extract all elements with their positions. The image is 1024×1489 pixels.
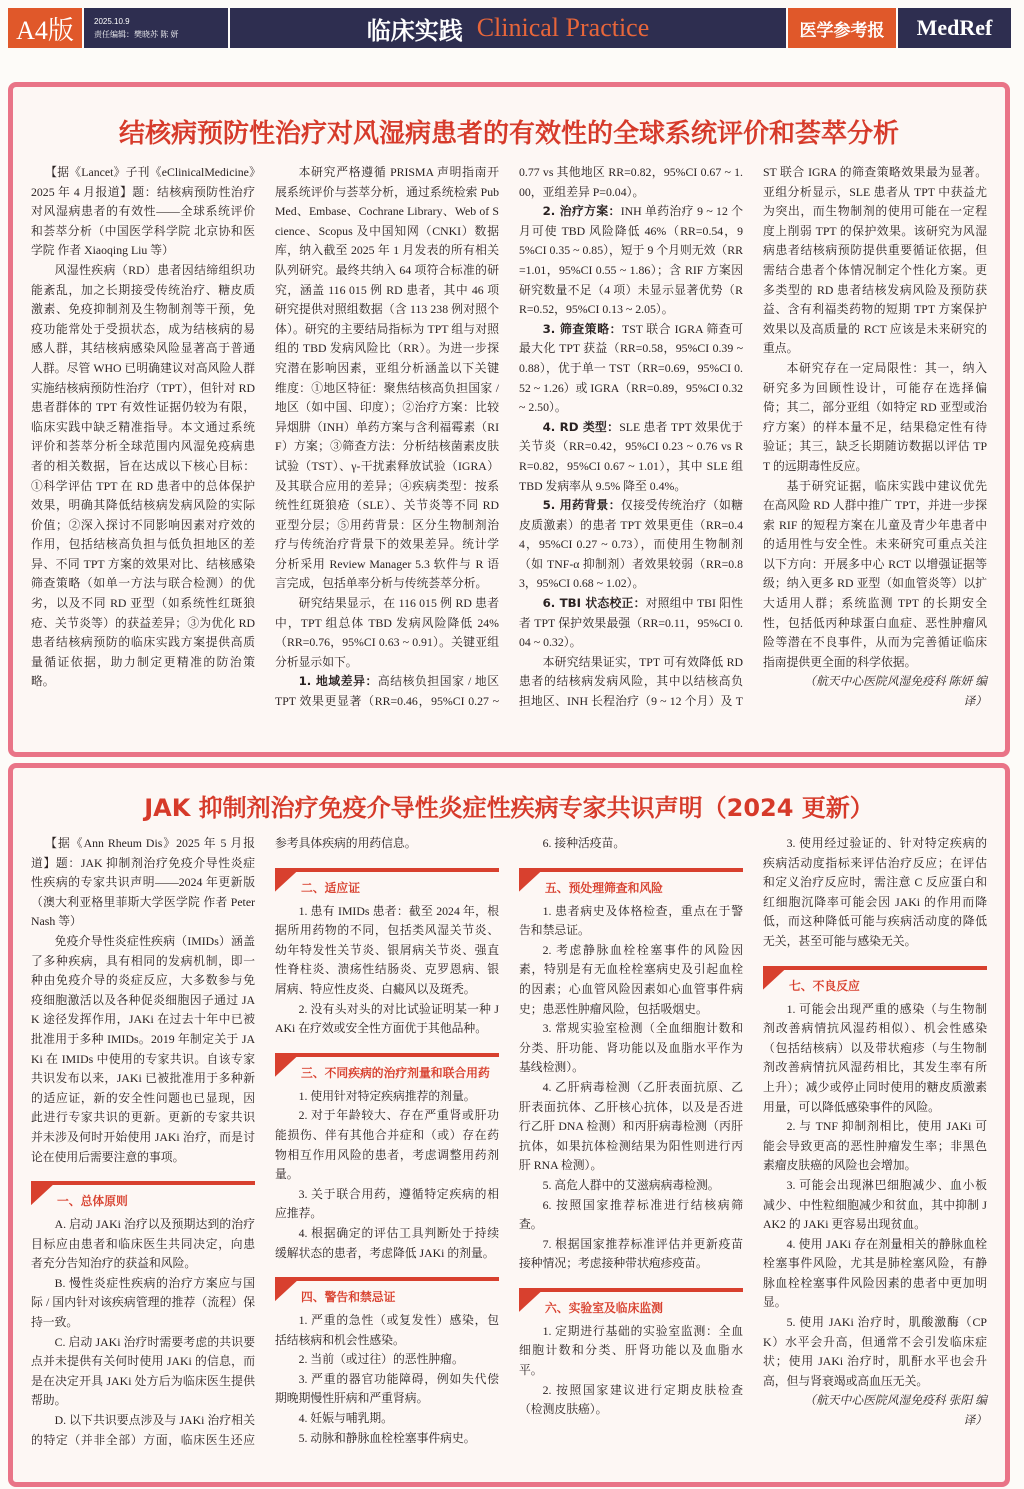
paragraph-text: 【据《Lancet》子刊《eClinicalMedicine》2025 年 4 月报道】题：结核病预防性治疗对风湿病患者的有效性——全球系统评价和荟萃分析（中国医学科学院 北京协和医学院 作者 Xiaoqing Liu 等） (31, 165, 255, 258)
section-item: 3. 严重的器官功能障碍，例如失代偿期晚期慢性肝病和严重肾病。 (275, 1371, 499, 1406)
section-heading (519, 868, 743, 902)
section-title (230, 8, 786, 48)
section-heading (275, 1053, 499, 1087)
paragraph-text: 仅接受传统治疗（如糖皮质激素）的患者 TPT 效果更佳（RR=0.44，95%CI 0.27 ~ 0.73），而使用生物制剂（如 TNF-α 抑制剂）者效果较弱（RR=0.83，95%CI 0.68 ~ 1.02）。 (519, 498, 743, 591)
page-content (8, 82, 1010, 1487)
section-wedge-icon (275, 1277, 301, 1301)
paragraph (519, 418, 743, 496)
section-item: 4. 使用 JAKi 存在剂量相关的静脉血栓栓塞事件风险，尤其是肺栓塞风险，有静脉血栓栓塞事件风险因素的患者中更加明显。 (763, 1236, 987, 1310)
section-item: 2. 没有头对头的对比试验证明某一种 JAKi 在疗效或安全性方面优于其他品种。 (275, 1001, 499, 1036)
section-item: 1. 患有 IMIDs 患者：截至 2024 年，根据所用药物的不同，包括类风湿关节炎、幼年特发性关节炎、银屑病关节炎、强直性脊柱炎、溃疡性结肠炎、克罗恩病、银屑病、特应性皮炎、白癜风以及斑秃。 (275, 903, 499, 996)
issue-date: 2025.10.9 (94, 17, 130, 26)
paragraph-text: SLE 患者 TPT 效果优于关节炎（RR=0.42，95%CI 0.23 ~ 0.76 vs RR=0.82，95%CI 0.67 ~ 1.01），其中 SLE 组 TBD 发病率从 9.5% 降至 0.4%。 (519, 419, 743, 493)
section-item: 3. 可能会出现淋巴细胞减少、血小板减少、中性粒细胞减少和贫血，其中抑制 JAK2 的 JAKi 更容易出现贫血。 (763, 1177, 987, 1232)
section-item: A. 启动 JAKi 治疗以及预期达到的治疗目标应由患者和临床医生共同决定，向患者充分告知治疗的获益和风险。 (31, 1217, 255, 1271)
section-rule (275, 1277, 499, 1281)
paragraph-lead: 1. 地域差异： (298, 674, 378, 689)
paragraph (31, 834, 255, 932)
section-rule (275, 868, 499, 872)
section-item: 1. 患者病史及体格检查，重点在于警告和禁忌证。 (519, 903, 743, 938)
brand-logo-en: MedRef (898, 8, 1011, 48)
section-item: 2. 按照国家建议进行定期皮肤检查（检测皮肤癌）。 (519, 1382, 743, 1417)
section-heading (519, 1288, 743, 1322)
paragraph (275, 594, 499, 672)
paragraph-text: 高结核负担国家 / 地区 TPT 效果更显著（RR=0.46，95%CI 0.27 ~ 0.77 vs 其他地区 RR=0.82，95%CI 0.67 ~ 1.00，亚组差异 P=0.04）。 (275, 165, 743, 709)
paragraph (763, 359, 987, 477)
article-title: 结核病预防性治疗对风湿病患者的有效性的全球系统评价和荟萃分析 (118, 119, 899, 149)
section-title-en: Clinical Practice (476, 13, 650, 42)
section-wedge-icon (763, 966, 789, 990)
paragraph (31, 163, 255, 261)
section-item: 6. 按照国家推荐标准进行结核病筛查。 (519, 1197, 743, 1232)
paragraph (763, 477, 987, 673)
translator-credit: （航天中心医院风湿免疫科 陈妍 编译） (804, 674, 987, 709)
section-wedge-icon (519, 868, 545, 892)
section-rule (31, 1181, 255, 1185)
section-heading (31, 1181, 255, 1215)
section-heading-text: 六、实验室及临床监测 (545, 1300, 663, 1315)
masthead (8, 8, 1011, 48)
article-body (31, 163, 987, 712)
section-rule (519, 868, 743, 872)
section-heading-text: 五、预处理筛查和风险 (545, 880, 663, 895)
paragraph-text: 研究结果显示，在 116 015 例 RD 患者中，TPT 组总体 TBD 发病风险降低 24%（RR=0.76，95%CI 0.63 ~ 0.91）。关键亚组分析显示如下。 (275, 596, 499, 669)
section-heading-text: 三、不同疾病的治疗剂量和联合用药 (301, 1065, 490, 1080)
section-item: 3. 使用经过验证的、针对特定疾病的疾病活动度指标来评估治疗反应；在评估和定义治疗反应时，需注意 C 反应蛋白和红细胞沉降率可能会因 JAKi 的作用而降低，而这种降低可能与疾病活动度的降低无关，甚至可能与感染无关。 (763, 836, 987, 948)
section-item: 3. 关于联合用药，遵循特定疾病的相应推荐。 (275, 1186, 499, 1221)
paragraph-text: 本研究严格遵循 PRISMA 声明指南开展系统评价与荟萃分析，通过系统检索 PubMed、Embase、Cochrane Library、Web of Science、Scopus 及中国知网（CNKI）数据库，纳入截至 2025 年 1 月发表的所有相关队列研究。最终共纳入 64 项符合标准的研究，涵盖 116 015 例 RD 患者，其中 46 项研究提供对照组数据（含 113 238 例对照个体）。研究的主要结局指标为 TPT 组与对照组的 TBD 发病风险比（RR）。为进一步探究潜在影响因素，亚组分析涵盖以下关键维度：①地区特征：聚焦结核高负担国家 / 地区（如中国、印度）；②治疗方案：比较异烟肼（INH）单药方案与含利福霉素（RIF）方案；③筛查方法：分析结核菌素皮肤试验（TST）、γ-干扰素释放试验（IGRA）及其联合应用的差异；④疾病类型：按系统性红斑狼疮（SLE）、关节炎等不同 RD 亚型分层；⑤用药背景：区分生物制剂治疗与传统治疗背景下的效果差异。统计学分析采用 Review Manager 5.3 软件与 R 语言完成，包括单率分析与传统荟萃分析。 (275, 165, 499, 591)
section-wedge-icon (275, 1053, 301, 1077)
article-tb-prevention (8, 82, 1010, 757)
editors: 责任编辑：樊晓苏 陈 妍 (94, 30, 179, 39)
section-item: 3. 常规实验室检测（全血细胞计数和分类、肝功能、肾功能以及血脂水平作为基线检测）。 (519, 1021, 743, 1075)
brand-logo-cn: 医学参考报 (788, 8, 896, 48)
paragraph-text: 风湿性疾病（RD）患者因结缔组织功能紊乱，加之长期接受传统治疗、糖皮质激素、免疫抑制剂及生物制剂等干预，免疫功能常处于受损状态，成为结核病的易感人群，其结核病感染风险显著高于普通人群。尽管 WHO 已明确建议对高风险人群实施结核病预防性治疗（TPT），但针对 RD 患者群体的 TPT 有效性证据仍较为有限，临床实践中缺乏精准指导。本文通过系统评价和荟萃分析全球范围内风湿免疫病患者的相关数据，旨在达成以下核心目标：①科学评估 TPT 在 RD 患者中的总体保护效果，明确其降低结核病发病风险的实际价值；②深入探讨不同影响因素对疗效的作用，包括结核高负担与低负担地区的差异、不同 TPT 方案的效果对比、结核感染筛查策略（如单一方法与联合检测）的优劣，以及不同 RD 亚型（如系统性红斑狼疮、关节炎等）的获益差异；③为优化 RD 患者结核病预防的临床实践方案提供高质量循证依据，助力制定更精准的防治策略。 (31, 262, 255, 689)
section-heading-text: 四、警告和禁忌证 (301, 1290, 396, 1305)
section-heading (275, 1277, 499, 1311)
section-rule (275, 1053, 499, 1057)
edition-label: A4版 (8, 8, 82, 48)
section-item: 2. 对于年龄较大、存在严重肾或肝功能损伤、伴有其他合并症和（或）存在药物相互作用风险的患者，考虑调整用药剂量。 (275, 1108, 499, 1182)
issue-meta (84, 8, 228, 48)
section-heading-text: 二、适应证 (301, 880, 360, 895)
paragraph (275, 163, 499, 594)
section-item: 5. 动脉和静脉血栓栓塞事件病史。 (298, 1430, 476, 1445)
paragraph (519, 320, 743, 418)
paragraph-lead: 6. TBI 状态校正： (542, 596, 646, 611)
section-item: 6. 接种活疫苗。 (542, 836, 626, 850)
section-item: 1. 可能会出现严重的感染（与生物制剂改善病情抗风湿药相似）、机会性感染（包括结核病）以及带状疱疹（与生物制剂改善病情抗风湿药相比，其发生率有所上升）；减少或停止同时使用的糖皮质激素用量，可以降低感染事件的风险。 (763, 1001, 987, 1114)
section-item: 4. 乙肝病毒检测（乙肝表面抗原、乙肝表面抗体、乙肝核心抗体，以及是否进行乙肝 DNA 检测）和丙肝病毒检测（丙肝抗体，如果抗体检测结果为阳性则进行丙肝 RNA 检测）。 (519, 1079, 743, 1173)
section-item: 4. 妊娠与哺乳期。 (298, 1411, 393, 1426)
paragraph-text: 本研究存在一定局限性：其一，纳入研究多为回顾性设计，可能存在选择偏倚；其二，部分亚组（如特定 RD 亚型或治疗方案）的样本量不足，结果稳定性有待验证；其三，缺乏长期随访数据以评估 TPT 的远期毒性反应。 (763, 360, 987, 473)
section-item: 1. 使用针对特定疾病推荐的剂量。 (298, 1088, 476, 1103)
paragraph-text: 免疫介导性炎症性疾病（IMIDs）涵盖了多种疾病，具有相同的发病机制，即一种由免疫介导的炎症反应，大多数参与免疫细胞激活以及各种促炎细胞因子通过 JAK 途径发挥作用，JAKi 在过去十年中已被批准用于多种 IMIDs。2019 年制定关于 JAKi 在 IMIDs 中使用的专家共识。自该专家共识发布以来，JAKi 已被批准用于多种新的适应证，新的安全性问题也已显现，因此进行专家共识的更新。更新的专家共识并未涉及何时开始使用 JAKi 治疗，而是讨论在使用后需要注意的事项。 (31, 933, 255, 1164)
paragraph (519, 594, 743, 653)
section-item: C. 启动 JAKi 治疗时需要考虑的共识要点并未提供有关何时使用 JAKi 的信息，而是在决定开具 JAKi 处方后为临床医生提供帮助。 (31, 1334, 255, 1408)
section-item: B. 慢性炎症性疾病的治疗方案应与国际 / 国内针对该疾病管理的推荐（流程）保持一致。 (31, 1275, 255, 1330)
paragraph-lead: 4. RD 类型： (542, 419, 620, 434)
paragraph-text: 对照组中 TBI 阳性者 TPT 保护效果最强（RR=0.11，95%CI 0.04 ~ 0.32）。 (519, 596, 743, 650)
section-item: 2. 当前（或过往）的恶性肿瘤。 (298, 1352, 464, 1367)
section-heading (275, 868, 499, 902)
section-heading-text: 一、总体原则 (57, 1194, 128, 1209)
section-item: 7. 根据国家推荐标准评估并更新疫苗接种情况；考虑接种带状疱疹疫苗。 (519, 1236, 743, 1271)
section-item: 1. 严重的急性（或复发性）感染，包括结核病和机会性感染。 (275, 1313, 499, 1347)
section-heading (763, 966, 987, 1000)
paragraph (31, 261, 255, 692)
section-title-cn: 临床实践 (366, 18, 463, 45)
section-rule (519, 1288, 743, 1292)
translator-credit: （航天中心医院风湿免疫科 张阳 编译） (804, 1393, 987, 1428)
paragraph-lead: 2. 治疗方案： (542, 204, 621, 219)
section-item: 4. 根据确定的评估工具判断处于持续缓解状态的患者，考虑降低 JAKi 的剂量。 (275, 1225, 499, 1260)
section-rule (763, 966, 987, 970)
article-title: JAK 抑制剂治疗免疫介导性炎症性疾病专家共识声明（2024 更新） (144, 794, 874, 822)
article-body (31, 834, 987, 1450)
paragraph-text: TST 联合 IGRA 筛查可最大化 TPT 获益（RR=0.58，95%CI 0.39 ~ 0.88），优于单一 TST（RR=0.69，95%CI 0.52 ~ 1.26）或 IGRA（RR=0.89，95%CI 0.32 ~ 2.50）。 (519, 321, 743, 415)
paragraph (519, 202, 743, 320)
section-item: 2. 与 TNF 抑制剂相比，使用 JAKi 可能会导致更高的恶性肿瘤发生率；非黑色素瘤皮肤癌的风险也会增加。 (763, 1119, 987, 1173)
paragraph-text: 基于研究证据，临床实践中建议优先在高风险 RD 人群中推广 TPT，并进一步探索 RIF 的短程方案在儿童及青少年患者中的适用性与安全性。未来研究可重点关注以下方向：开展多中心 RCT 以增强证据等级；纳入更多 RD 亚型（如血管炎等）以扩大适用人群；系统监测 TPT 的长期安全性，包括低丙种球蛋白血症、恶性肿瘤风险等潜在不良事件，从而为完善循证临床指南提供更全面的科学依据。 (763, 478, 987, 669)
section-item: 5. 高危人群中的艾滋病病毒检测。 (542, 1177, 720, 1192)
section-wedge-icon (275, 868, 301, 892)
paragraph (31, 932, 255, 1167)
paragraph (519, 496, 743, 594)
paragraph-lead: 5. 用药背景： (542, 498, 622, 513)
paragraph-text: 【据《Ann Rheum Dis》2025 年 5 月报道】题：JAK 抑制剂治疗免疫介导性炎症性疾病的专家共识声明——2024 年更新版（澳大利亚格里菲斯大学医学院 作者 Peter Nash 等） (31, 836, 255, 929)
paragraph-text: INH 单药治疗 9 ~ 12 个月可使 TBD 风险降低 46%（RR=0.54，95%CI 0.35 ~ 0.85），短于 9 个月则无效（RR=1.01，95%CI 0.55 ~ 1.86）；含 RIF 方案因研究数量不足（4 项）未显示显著优势（RR=0.52，95%CI 0.13 ~ 2.05）。 (519, 204, 743, 317)
section-item: D. 以下共识要点涉及与 JAKi 治疗相关的特定（并非全部）方面，临床医生还应参考具体疾病的用药信息。 (31, 836, 417, 1447)
section-wedge-icon (519, 1288, 545, 1312)
section-wedge-icon (31, 1181, 57, 1205)
section-item: 2. 考虑静脉血栓栓塞事件的风险因素，特别是有无血栓栓塞病史及引起血栓的因素；心血管风险因素如心血管事件病史；患恶性肿瘤风险，包括吸烟史。 (519, 942, 743, 1016)
paragraph-lead: 3. 筛查策略： (542, 321, 622, 336)
section-item: 5. 使用 JAKi 治疗时，肌酸激酶（CPK）水平会升高，但通常不会引发临床症状；使用 JAKi 治疗时，肌酐水平也会升高，但与肾衰竭或高血压无关。 (763, 1315, 987, 1388)
section-item: 1. 定期进行基础的实验室监测：全血细胞计数和分类、肝肾功能以及血脂水平。 (519, 1323, 743, 1378)
article-jak-consensus (8, 763, 1010, 1487)
paragraph-text: 本研究结果证实，TPT 可有效降低 RD 患者的结核病发病风险，其中以结核高负担地区、INH 长程治疗（9 ~ 12 个月）及 TST 联合 IGRA 的筛查策略效果最为显著。亚组分析显示，SLE 患者从 TPT 中获益尤为突出，而生物制剂的使用可能在一定程度上削弱 TPT 的保护效果。该研究为风湿病患者结核病预防提供重要循证依据，但需结合患者个体情况制定个性化方案。更多类型的 RD 患者结核发病风险及预防获益、含有利福类药物的短期 TPT 方案保护效果以及高质量的 RCT 应该是未来研究的重点。 (519, 165, 987, 709)
section-heading-text: 七、不良反应 (789, 978, 860, 993)
